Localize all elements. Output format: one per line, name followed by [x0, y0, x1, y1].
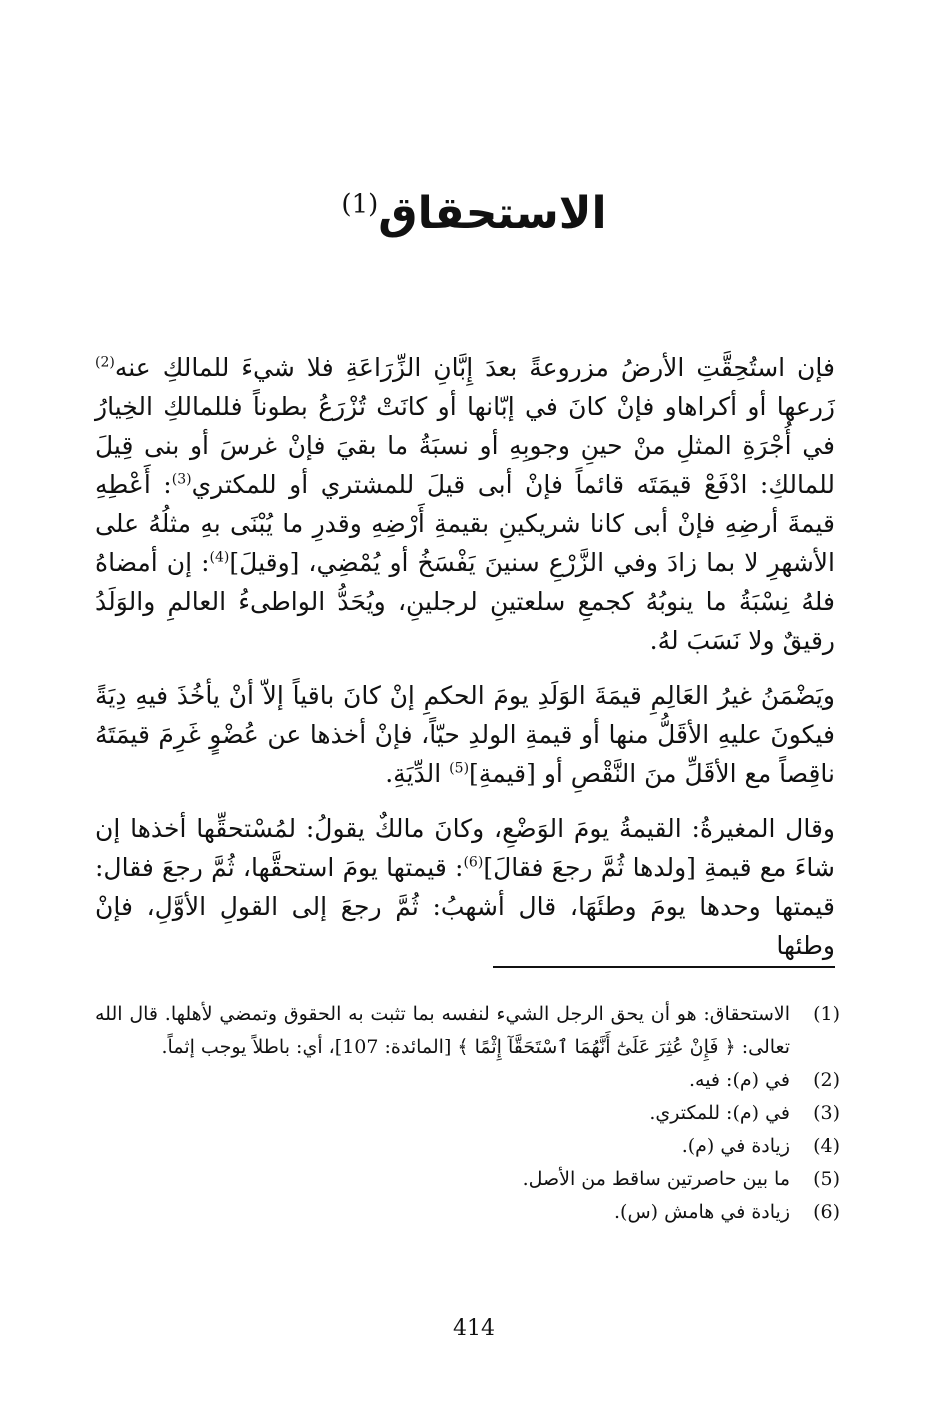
- footnote: [95, 1163, 840, 1196]
- footnote-number: (1): [813, 1003, 840, 1025]
- footnote-text: في (م): فيه.: [688, 1069, 790, 1091]
- text-run: فإن استُحِقَّتِ الأرضُ مزروعةً بعدَ إِبَّانِ الزِّرَاعَةِ فلا شيءَ للمالكِ عنه: [114, 353, 835, 382]
- footnote-separator: [493, 966, 835, 968]
- chapter-title-text: الاستحقاق: [378, 188, 607, 239]
- footnote-ref: (2): [95, 354, 115, 371]
- paragraph: [95, 348, 835, 660]
- footnote-text: زيادة في هامش (س).: [614, 1201, 790, 1223]
- footnote-text: ما بين حاصرتين ساقط من الأصل.: [522, 1168, 790, 1190]
- footnote-ref: (3): [171, 471, 192, 488]
- text-run: : قيمتها يومَ استحقَّها، ثُمَّ رجعَ فقال: قيمتها وحدها يومَ وطئَهَا، قال أشهبُ: ثُمَّ رجعَ إلى القولِ الأوَّلِ، فإنْ وطئها: [95, 853, 835, 960]
- footnote: [95, 1130, 840, 1163]
- footnote: [95, 1097, 840, 1130]
- page-number: 414: [453, 1316, 495, 1341]
- footnote-ref: (5): [449, 760, 470, 777]
- footnote-text: في (م): للمكتري.: [649, 1102, 790, 1124]
- footnote-text: الاستحقاق: هو أن يحق الرجل الشيء لنفسه بما تثبت به الحقوق وتمضي لأهلها. قال الله تعالى: ﴿ فَإِنْ عُثِرَ عَلَىٰٓ أَنَّهُمَا ٱسْتَحَقَّآ إِثْمًا ﴾ [المائدة: 107]، أي: باطلاً يوجب إثماً.: [95, 1003, 790, 1058]
- text-run: الدِّيَةِ.: [385, 759, 450, 788]
- footnotes: [95, 998, 840, 1229]
- footnote-number: (5): [813, 1168, 840, 1190]
- footnote: [95, 1064, 840, 1097]
- main-text: [95, 348, 835, 981]
- text-run: ويَضْمَنُ غيرُ العَالِمِ قيمَةَ الوَلَدِ يومَ الحكمِ إنْ كانَ باقياً إلاّ أنْ يأخُذَ فيهِ دِيَةً فيكونَ عليهِ الأقَلُّ منها أو قيمةِ الولدِ حيّاً، فإنْ أخذها عن عُضْوٍ غَرِمَ قيمَتَهُ ناقِصاً مع الأقَلِّ منَ النَّقْصِ أو [قيمةِ]: [95, 681, 835, 788]
- footnote-number: (2): [813, 1069, 840, 1091]
- footnote-ref: (6): [463, 854, 484, 871]
- footnote-ref: (4): [209, 549, 230, 566]
- footnote-number: (3): [813, 1102, 840, 1124]
- footnote: [95, 998, 840, 1064]
- text-run: : إن أمضاهُ فلهُ نِسْبَةُ ما ينوبُهُ كجمعِ سلعتينِ لرجلينِ، ويُحَدُّ الواطىءُ العالمِ والوَلَدُ رقيقٌ ولا نَسَبَ لهُ.: [95, 548, 835, 655]
- chapter-title: [0, 188, 948, 239]
- footnote: [95, 1196, 840, 1229]
- paragraph: [95, 809, 835, 965]
- title-footnote-marker: (1): [341, 189, 379, 220]
- text-run: زَرعها أو أكراهاو فإنْ كانَ في إبّانها أو كانَتْ تُزْرَعُ بطوناً فللمالكِ الخِيارُ في أُجْرَةِ المثلِ منْ حينِ وجوبِهِ أو نسبَةُ ما بقيَ فإنْ غرسَ أو بنى قِيلَ للمالكِ: ادْفَعْ قيمَتَه قائماً فإنْ أبى قيلَ للمشتري أو للمكتري: [95, 392, 835, 499]
- footnote-number: (6): [813, 1201, 840, 1223]
- paragraph: [95, 676, 835, 793]
- text-run: وقال المغيرةُ: القيمةُ يومَ الوَضْعِ، وكانَ مالكٌ يقولُ: لمُسْتحقِّها أخذها إن شاءَ مع قيمةِ [ولدها ثُمَّ رجعَ فقالَ]: [95, 814, 835, 882]
- footnote-text: زيادة في (م).: [681, 1135, 790, 1157]
- text-run: : أَعْطِهِ قيمةَ أرضِهِ فإنْ أبى كانا شريكينِ بقيمةِ أَرْضِهِ وقدرِ ما يُبْنَى بهِ مثلُهُ على الأشهرِ لا بما زادَ وفي الزَّرْعِ سنينَ يَفْسَخُ أو يُمْضِي، [وقيلَ]: [95, 470, 835, 577]
- footnote-number: (4): [813, 1135, 840, 1157]
